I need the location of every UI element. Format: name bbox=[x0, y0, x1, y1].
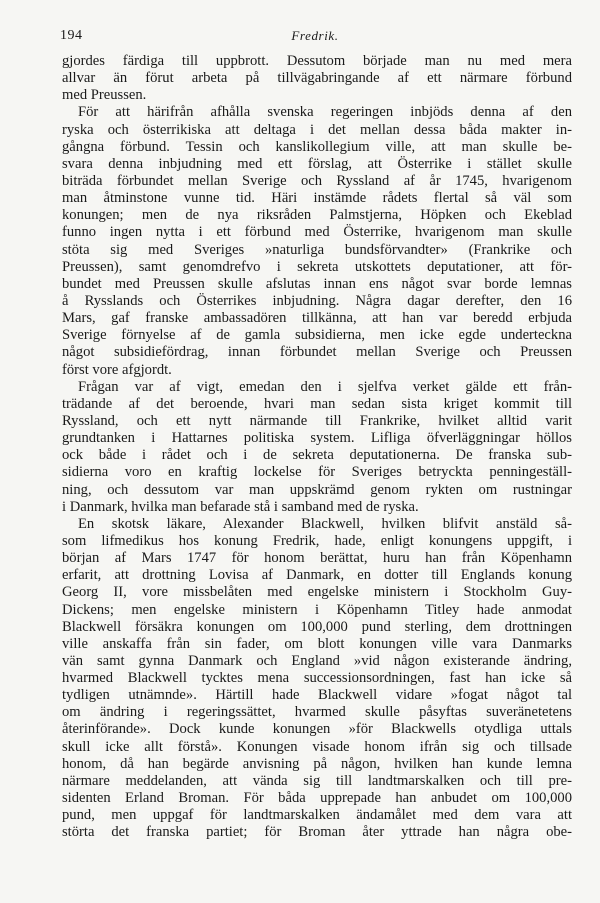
text-line: bundet med Preussen skulle afslutas innan ens något svar borde lemnas bbox=[62, 275, 572, 292]
text-line: å Rysslands och Österrikes inbjudning. Några dagar derefter, den 16 bbox=[62, 292, 572, 309]
text-line: ryska och österrikiska att deltaga i det mellan dessa båda makter in- bbox=[62, 121, 572, 138]
text-line: i Danmark, hvilka man befarade stå i samband med de ryska. bbox=[62, 498, 419, 515]
text-line: Frågan var af vigt, emedan den i sjelfva verket gälde ett från- bbox=[78, 378, 572, 395]
text-line: början af Mars 1747 för honom berättat, huru han från Köpenhamn bbox=[62, 550, 572, 567]
text-line: erfarit, att drottning Lovisa af Danmark, en dotter till Englands konung bbox=[62, 567, 572, 584]
running-head bbox=[60, 28, 570, 48]
text-line: gångna förbund. Tessin och kanslikollegium ville, att man skulle be- bbox=[62, 138, 572, 155]
text-line: tydligen utnämnde». Härtill hade Blackwell vidare »fogat något tal bbox=[62, 687, 572, 704]
paragraph bbox=[62, 104, 572, 378]
text-line: allvar än förut arbeta på tillvägabringande af ett närmare förbund bbox=[62, 70, 572, 87]
text-line: sidenten Erland Broman. För båda upprepade han anbudet om 100,000 bbox=[62, 790, 572, 807]
text-line: återinförande». Dock kunde konungen »för Blackwells otydliga uttals bbox=[62, 721, 572, 738]
paragraph bbox=[62, 379, 572, 516]
running-title: Fredrik. bbox=[291, 28, 339, 43]
text-line: som lifmedikus hos konung Fredrik, hade, enligt konungens uppgift, i bbox=[62, 532, 572, 549]
text-line: En skotsk läkare, Alexander Blackwell, hvilken blifvit anstäld så- bbox=[78, 515, 572, 532]
text-line: om ändring i regeringssättet, hvarmed skulle påsyftas suveränetetens bbox=[62, 704, 572, 721]
text-line: Mars, gaf franske ambassadören tillkänna, att han var beredd erbjuda bbox=[62, 310, 572, 327]
text-line: För att härifrån afhålla svenska regeringen inbjöds denna af den bbox=[78, 104, 572, 121]
text-line: stöta sig med Sveriges »naturliga bundsförvandter» (Frankrike och bbox=[62, 241, 572, 258]
text-line: honom, då han begärde anvisning på någon, hvilken han kunde lemna bbox=[62, 755, 572, 772]
text-line: skull icke allt förstå». Konungen visade honom ifrån sig och tillsade bbox=[62, 738, 572, 755]
text-line: Sverige förnyelse af de gamla subsidierna, men icke egde underteckna bbox=[62, 327, 572, 344]
text-line: Georg II, vore missbelåten med engelske ministern i Stockholm Guy- bbox=[62, 584, 572, 601]
text-line: funno ingen nytta i ett förbund med Österrike, hvarigenom man skulle bbox=[62, 224, 572, 241]
text-line: Dickens; men engelske ministern i Köpenhamn Titley hade anmodat bbox=[62, 601, 572, 618]
text-line: konungen; men de nya riksråden Palmstjerna, Höpken och Ekeblad bbox=[62, 207, 572, 224]
text-line: vän samt gynna Danmark och England »vid någon existerande ändring, bbox=[62, 652, 572, 669]
text-line: Ryssland, och ett nytt närmande till Frankrike, hvilket alltid varit bbox=[62, 412, 572, 429]
paragraph bbox=[62, 53, 572, 104]
text-line: sidierna voro en kraftig lockelse för Sveriges betryckta penningeställ- bbox=[62, 464, 572, 481]
text-line: biträda förbundet mellan Sverige och Ryssland af år 1745, hvarigenom bbox=[62, 172, 572, 189]
text-line: ville anskaffa från sin fader, om blott konungen ville vara Danmarks bbox=[62, 635, 572, 652]
text-line: trädande af det beroende, hvari man sedan sista kriget kommit till bbox=[62, 395, 572, 412]
text-line: ock både i rådet och i de sekreta deputationerna. De franska sub- bbox=[62, 447, 572, 464]
text-line: störta det franska partiet; för Broman åter yttrade han några obe- bbox=[62, 824, 572, 841]
text-line: Preussen), samt genomdrefvo i sekreta utskottets deputationer, att för- bbox=[62, 258, 572, 275]
text-line: ning, och dessutom var man uppskrämd genom rykten om rustningar bbox=[62, 481, 572, 498]
text-line: med Preussen. bbox=[62, 87, 147, 104]
text-line: närmare meddelanden, att vända sig till landtmarskalken och till pre- bbox=[62, 772, 572, 789]
page-number: 194 bbox=[60, 28, 83, 43]
text-line: Blackwell försäkra konungen om 100,000 pund sterling, dem drottningen bbox=[62, 618, 572, 635]
text-line: först vore afgjordt. bbox=[62, 361, 172, 378]
text-line: svara denna inbjudning med ett förslag, att Österrike i stället skulle bbox=[62, 155, 572, 172]
text-line: gjordes färdiga till uppbrott. Dessutom började man nu med mera bbox=[62, 53, 572, 69]
text-line: pund, men uppgaf för landtmarskalken ändamålet med dem vara att bbox=[62, 807, 572, 824]
text-line: man åtminstone vunne tid. Häri instämde rådets flertal så väl som bbox=[62, 190, 572, 207]
text-line: något subsidiefördrag, innan förbundet mellan Sverige och Preussen bbox=[62, 344, 572, 361]
text-line: grundtanken i Hattarnes politiska system. Lifliga öfverläggningar höllos bbox=[62, 430, 572, 447]
body-text bbox=[62, 53, 572, 841]
paragraph bbox=[62, 516, 572, 842]
text-line: hvarmed Blackwell tycktes mena successionsordningen, fast han icke så bbox=[62, 670, 572, 687]
